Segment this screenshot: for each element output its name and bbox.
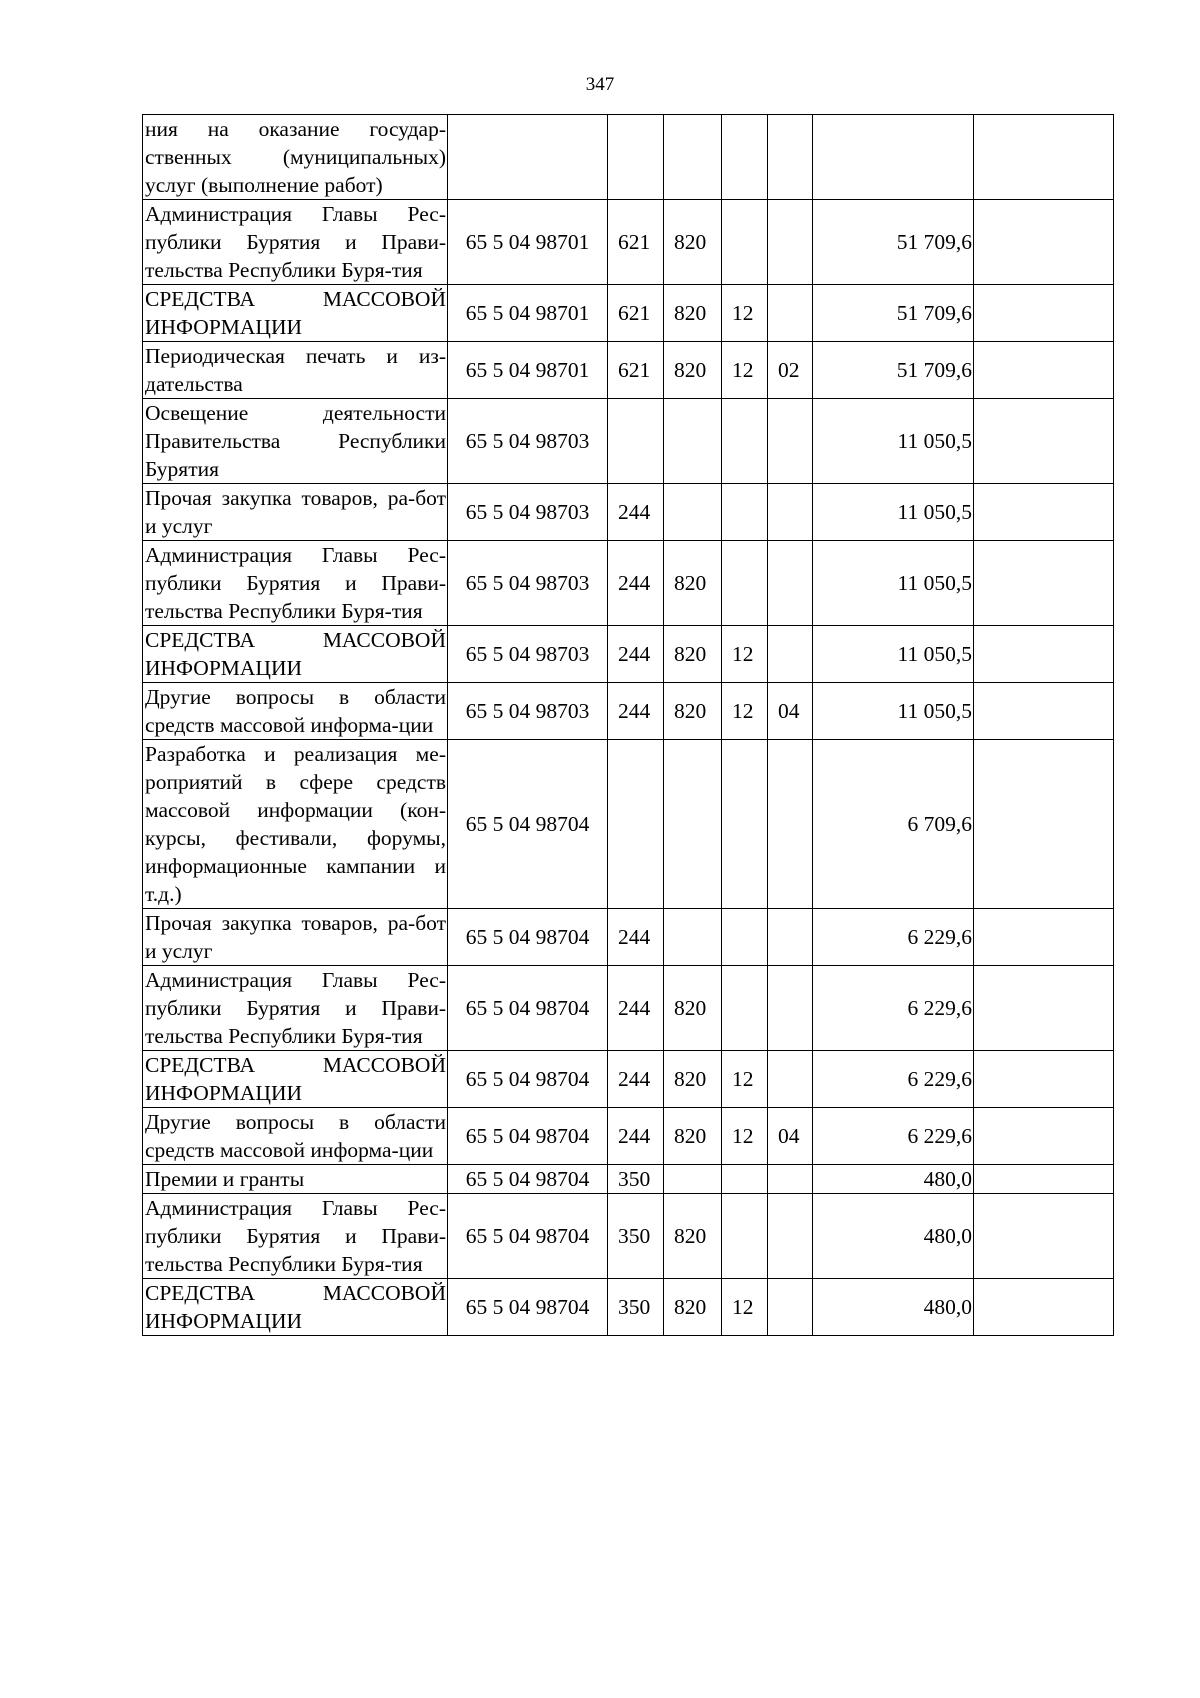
administrator-code-cell: 820 <box>664 1279 722 1336</box>
expense-type-cell: 350 <box>608 1165 664 1194</box>
amount-cell <box>813 115 974 200</box>
amount-cell: 480,0 <box>813 1165 974 1194</box>
subsection-code-cell <box>768 484 813 541</box>
extra-cell <box>974 626 1114 683</box>
section-code-cell <box>722 200 768 285</box>
row-name-cell: Администрация Главы Рес-публики Бурятия и Прави-тельства Республики Буря-тия <box>143 966 448 1051</box>
expense-type-cell <box>608 740 664 909</box>
subsection-code-cell <box>768 740 813 909</box>
row-name-cell: Разработка и реализация ме-роприятий в сфере средств массовой информации (кон-курсы, фестивали, форумы, информационные кампании и т.д.) <box>143 740 448 909</box>
amount-cell: 11 050,5 <box>813 626 974 683</box>
subsection-code-cell: 02 <box>768 342 813 399</box>
amount-cell: 6 229,6 <box>813 966 974 1051</box>
section-code-cell: 12 <box>722 683 768 740</box>
target-code-cell: 65 5 04 98704 <box>448 909 608 966</box>
extra-cell <box>974 1051 1114 1108</box>
table-row <box>143 626 1114 683</box>
administrator-code-cell: 820 <box>664 342 722 399</box>
table-row <box>143 683 1114 740</box>
amount-cell: 6 229,6 <box>813 909 974 966</box>
target-code-cell: 65 5 04 98704 <box>448 966 608 1051</box>
row-name-cell: ния на оказание государ-ственных (муниципальных) услуг (выполнение работ) <box>143 115 448 200</box>
administrator-code-cell: 820 <box>664 1051 722 1108</box>
row-name-cell: СРЕДСТВА МАССОВОЙ ИНФОРМАЦИИ <box>143 626 448 683</box>
subsection-code-cell <box>768 966 813 1051</box>
target-code-cell: 65 5 04 98704 <box>448 1165 608 1194</box>
extra-cell <box>974 740 1114 909</box>
subsection-code-cell <box>768 399 813 484</box>
table-row <box>143 1279 1114 1336</box>
administrator-code-cell <box>664 115 722 200</box>
section-code-cell: 12 <box>722 285 768 342</box>
section-code-cell: 12 <box>722 626 768 683</box>
table-row <box>143 966 1114 1051</box>
amount-cell: 6 229,6 <box>813 1108 974 1165</box>
extra-cell <box>974 200 1114 285</box>
page-number: 347 <box>585 74 615 95</box>
expense-type-cell: 244 <box>608 1051 664 1108</box>
target-code-cell: 65 5 04 98701 <box>448 285 608 342</box>
budget-table <box>142 114 1114 1336</box>
expense-type-cell: 244 <box>608 626 664 683</box>
expense-type-cell: 244 <box>608 966 664 1051</box>
section-code-cell: 12 <box>722 1108 768 1165</box>
table-row <box>143 200 1114 285</box>
table-row <box>143 740 1114 909</box>
extra-cell <box>974 399 1114 484</box>
row-name-cell: Периодическая печать и из-дательства <box>143 342 448 399</box>
extra-cell <box>974 1165 1114 1194</box>
subsection-code-cell <box>768 1051 813 1108</box>
target-code-cell: 65 5 04 98701 <box>448 200 608 285</box>
administrator-code-cell: 820 <box>664 626 722 683</box>
subsection-code-cell <box>768 1279 813 1336</box>
amount-cell: 51 709,6 <box>813 200 974 285</box>
target-code-cell: 65 5 04 98704 <box>448 1051 608 1108</box>
table-row <box>143 1165 1114 1194</box>
administrator-code-cell <box>664 740 722 909</box>
expense-type-cell: 621 <box>608 200 664 285</box>
table-row <box>143 1108 1114 1165</box>
table-row <box>143 342 1114 399</box>
administrator-code-cell: 820 <box>664 200 722 285</box>
subsection-code-cell <box>768 909 813 966</box>
table-row <box>143 399 1114 484</box>
administrator-code-cell: 820 <box>664 683 722 740</box>
expense-type-cell: 244 <box>608 484 664 541</box>
subsection-code-cell <box>768 200 813 285</box>
amount-cell: 11 050,5 <box>813 541 974 626</box>
expense-type-cell: 244 <box>608 909 664 966</box>
extra-cell <box>974 1108 1114 1165</box>
budget-table-body <box>143 115 1114 1336</box>
row-name-cell: Премии и гранты <box>143 1165 448 1194</box>
expense-type-cell <box>608 399 664 484</box>
amount-cell: 51 709,6 <box>813 342 974 399</box>
target-code-cell: 65 5 04 98704 <box>448 740 608 909</box>
section-code-cell: 12 <box>722 1279 768 1336</box>
extra-cell <box>974 541 1114 626</box>
table-row <box>143 1194 1114 1279</box>
row-name-cell: Освещение деятельности Правительства Республики Бурятия <box>143 399 448 484</box>
extra-cell <box>974 342 1114 399</box>
administrator-code-cell: 820 <box>664 285 722 342</box>
amount-cell: 51 709,6 <box>813 285 974 342</box>
administrator-code-cell: 820 <box>664 1108 722 1165</box>
table-row <box>143 115 1114 200</box>
table-row <box>143 484 1114 541</box>
expense-type-cell: 621 <box>608 285 664 342</box>
subsection-code-cell: 04 <box>768 683 813 740</box>
extra-cell <box>974 683 1114 740</box>
section-code-cell <box>722 115 768 200</box>
subsection-code-cell <box>768 626 813 683</box>
target-code-cell: 65 5 04 98704 <box>448 1194 608 1279</box>
subsection-code-cell: 04 <box>768 1108 813 1165</box>
row-name-cell: Администрация Главы Рес-публики Бурятия и Прави-тельства Республики Буря-тия <box>143 1194 448 1279</box>
expense-type-cell: 621 <box>608 342 664 399</box>
amount-cell: 11 050,5 <box>813 399 974 484</box>
row-name-cell: Администрация Главы Рес-публики Бурятия и Прави-тельства Республики Буря-тия <box>143 200 448 285</box>
extra-cell <box>974 115 1114 200</box>
target-code-cell: 65 5 04 98703 <box>448 683 608 740</box>
target-code-cell: 65 5 04 98703 <box>448 399 608 484</box>
row-name-cell: Другие вопросы в области средств массовой информа-ции <box>143 683 448 740</box>
target-code-cell <box>448 115 608 200</box>
section-code-cell <box>722 1165 768 1194</box>
subsection-code-cell <box>768 1165 813 1194</box>
expense-type-cell: 244 <box>608 683 664 740</box>
table-row <box>143 541 1114 626</box>
expense-type-cell: 244 <box>608 541 664 626</box>
table-row <box>143 1051 1114 1108</box>
amount-cell: 480,0 <box>813 1194 974 1279</box>
administrator-code-cell: 820 <box>664 966 722 1051</box>
amount-cell: 6 229,6 <box>813 1051 974 1108</box>
subsection-code-cell <box>768 541 813 626</box>
extra-cell <box>974 285 1114 342</box>
section-code-cell: 12 <box>722 342 768 399</box>
subsection-code-cell <box>768 115 813 200</box>
extra-cell <box>974 966 1114 1051</box>
administrator-code-cell <box>664 484 722 541</box>
section-code-cell <box>722 1194 768 1279</box>
target-code-cell: 65 5 04 98701 <box>448 342 608 399</box>
expense-type-cell: 350 <box>608 1194 664 1279</box>
extra-cell <box>974 1194 1114 1279</box>
expense-type-cell <box>608 115 664 200</box>
row-name-cell: СРЕДСТВА МАССОВОЙ ИНФОРМАЦИИ <box>143 1051 448 1108</box>
section-code-cell <box>722 909 768 966</box>
section-code-cell <box>722 541 768 626</box>
row-name-cell: Другие вопросы в области средств массовой информа-ции <box>143 1108 448 1165</box>
section-code-cell: 12 <box>722 1051 768 1108</box>
table-row <box>143 285 1114 342</box>
amount-cell: 11 050,5 <box>813 683 974 740</box>
amount-cell: 6 709,6 <box>813 740 974 909</box>
row-name-cell: Прочая закупка товаров, ра-бот и услуг <box>143 909 448 966</box>
section-code-cell <box>722 399 768 484</box>
amount-cell: 480,0 <box>813 1279 974 1336</box>
administrator-code-cell <box>664 1165 722 1194</box>
subsection-code-cell <box>768 1194 813 1279</box>
row-name-cell: СРЕДСТВА МАССОВОЙ ИНФОРМАЦИИ <box>143 285 448 342</box>
target-code-cell: 65 5 04 98703 <box>448 626 608 683</box>
extra-cell <box>974 1279 1114 1336</box>
administrator-code-cell: 820 <box>664 1194 722 1279</box>
administrator-code-cell: 820 <box>664 541 722 626</box>
section-code-cell <box>722 966 768 1051</box>
amount-cell: 11 050,5 <box>813 484 974 541</box>
row-name-cell: СРЕДСТВА МАССОВОЙ ИНФОРМАЦИИ <box>143 1279 448 1336</box>
target-code-cell: 65 5 04 98703 <box>448 541 608 626</box>
extra-cell <box>974 909 1114 966</box>
section-code-cell <box>722 740 768 909</box>
subsection-code-cell <box>768 285 813 342</box>
target-code-cell: 65 5 04 98704 <box>448 1108 608 1165</box>
extra-cell <box>974 484 1114 541</box>
target-code-cell: 65 5 04 98703 <box>448 484 608 541</box>
administrator-code-cell <box>664 399 722 484</box>
row-name-cell: Администрация Главы Рес-публики Бурятия и Прави-тельства Республики Буря-тия <box>143 541 448 626</box>
target-code-cell: 65 5 04 98704 <box>448 1279 608 1336</box>
expense-type-cell: 244 <box>608 1108 664 1165</box>
expense-type-cell: 350 <box>608 1279 664 1336</box>
section-code-cell <box>722 484 768 541</box>
administrator-code-cell <box>664 909 722 966</box>
row-name-cell: Прочая закупка товаров, ра-бот и услуг <box>143 484 448 541</box>
table-row <box>143 909 1114 966</box>
